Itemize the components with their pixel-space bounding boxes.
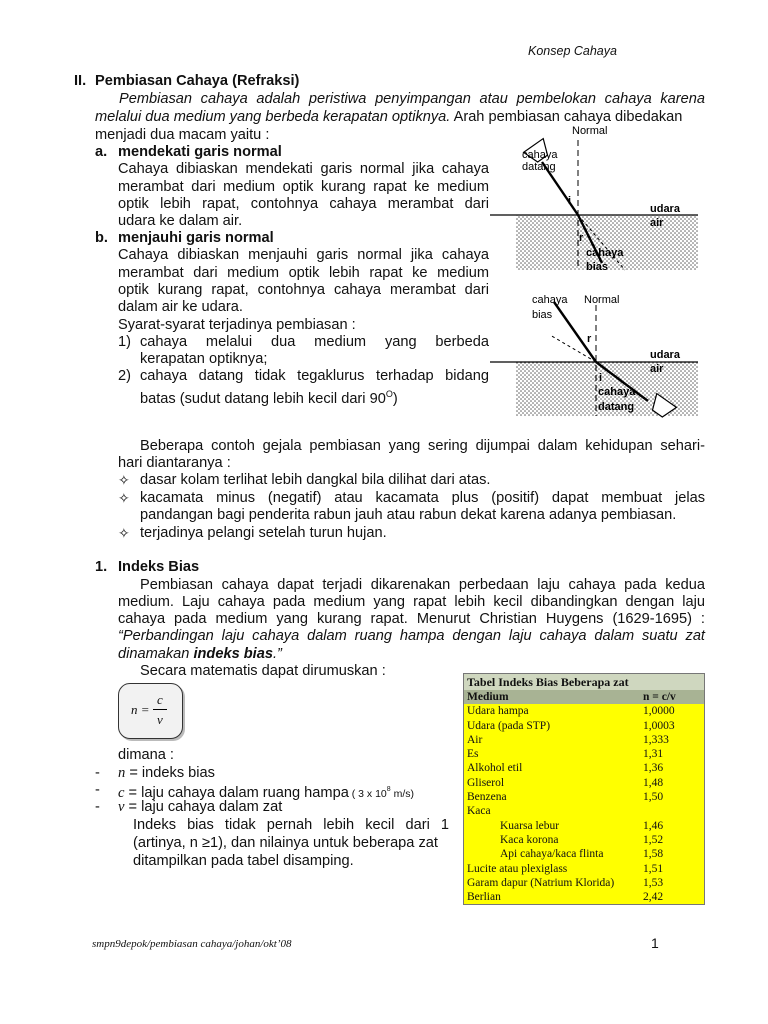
table-row <box>464 747 705 761</box>
syarat-1-line-2: kerapatan optiknya; <box>140 351 268 367</box>
item-a-line-2: merambat dari medium optik kurang rapat ke medium <box>118 179 489 195</box>
example-2-line-1: kacamata minus (negatif) atau kacamata plus (positif) dapat membuat jelas <box>140 490 705 506</box>
def-c-symbol: c <box>118 784 125 801</box>
table-header-row <box>464 690 705 704</box>
table-cell-index: 1,50 <box>640 790 705 804</box>
table-cell-index: 1,53 <box>640 876 705 890</box>
table-row <box>464 733 705 747</box>
refracted-label-2b: bias <box>532 309 553 321</box>
table-row <box>464 776 705 790</box>
intro-line-1: Pembiasan cahaya adalah peristiwa penyimpangan atau pembelokan cahaya karena <box>119 91 705 107</box>
table-cell-index: 1,333 <box>640 733 705 747</box>
quote-line-1: “Perbandingan laju cahaya dalam ruang hampa dengan laju cahaya dalam suatu zat <box>118 628 705 644</box>
air-medium-label: udara <box>650 203 680 215</box>
section-title: Pembiasan Cahaya (Refraksi) <box>95 73 300 89</box>
table-row <box>464 847 705 861</box>
normal-label: Normal <box>572 125 608 137</box>
diagram-away-from-normal <box>490 294 698 420</box>
running-header: Konsep Cahaya <box>528 44 617 58</box>
item-b-line-1: Cahaya dibiaskan menjauhi garis normal jika cahaya <box>118 247 489 263</box>
normal-label-2: Normal <box>584 294 620 306</box>
intro-line-3: menjadi dua macam yaitu : <box>95 127 270 143</box>
refraction-diagrams <box>490 120 705 420</box>
formula-box <box>118 683 183 739</box>
table-cell-index <box>640 804 705 818</box>
def-v-text: = laju cahaya dalam zat <box>124 799 283 815</box>
def-n-symbol: n <box>118 765 126 781</box>
def-n-text: = indeks bias <box>125 765 215 781</box>
dimana-label: dimana : <box>118 747 174 763</box>
syarat-2-marker: 2) <box>118 368 131 384</box>
refracted-label-2a: cahaya <box>532 294 568 306</box>
refractive-index-table <box>463 673 705 905</box>
indeks-line-3: cahaya pada medium yang kurang rapat. Menurut Christian Huygens (1629-1695) : <box>118 611 705 627</box>
angle-i-label: i <box>568 195 572 207</box>
indeks-line-1: Pembiasan cahaya dapat terjadi dikarenakan perbedaan laju cahaya pada kedua <box>140 577 705 593</box>
angle-i-label-2: i <box>599 372 603 384</box>
item-b-line-2: merambat dari medium optik lebih rapat ke medium <box>118 265 489 281</box>
syarat-2-line-2 <box>140 385 398 408</box>
item-a-line-3: optik lebih rapat, contohnya cahaya merambat dari <box>118 196 489 212</box>
item-b-line-3: optik kurang rapat, contohnya cahaya merambat dari <box>118 282 489 298</box>
table-cell-medium: Es <box>464 747 641 761</box>
table-cell-index: 2,42 <box>640 890 705 905</box>
quote-term: indeks bias <box>193 646 273 662</box>
table-row <box>464 804 705 818</box>
table-cell-index: 1,31 <box>640 747 705 761</box>
item-a-title: mendekati garis normal <box>118 144 282 160</box>
syarat-title: Syarat-syarat terjadinya pembiasan : <box>118 317 356 333</box>
quote-line-2a: dinamakan <box>118 646 194 662</box>
def-v <box>118 798 282 816</box>
syarat-1-marker: 1) <box>118 334 131 350</box>
def-dash: - <box>95 782 100 798</box>
refracted-label-2: bias <box>586 261 609 273</box>
incident-label-2b: datang <box>598 401 635 413</box>
fraction-bar <box>153 709 167 710</box>
table-cell-medium: Api cahaya/kaca flinta <box>464 847 641 861</box>
incident-label-2: datang <box>522 161 556 173</box>
table-cell-medium: Benzena <box>464 790 641 804</box>
syarat-2-line-2-end: ) <box>392 390 398 407</box>
air-medium-label-2: udara <box>650 349 680 361</box>
table-cell-index: 1,0000 <box>640 704 705 718</box>
diagram-toward-normal <box>490 125 698 273</box>
table-cell-index: 1,48 <box>640 776 705 790</box>
table-caption: Tabel Indeks Bias Beberapa zat <box>464 674 705 691</box>
bullet-icon: ✧ <box>118 472 130 488</box>
angle-r-label-2: r <box>587 333 592 345</box>
item-b-line-4: dalam air ke udara. <box>118 299 243 315</box>
math-intro: Secara matematis dapat dirumuskan : <box>140 663 386 679</box>
column-header-medium: Medium <box>464 690 641 704</box>
def-dash: - <box>95 765 100 781</box>
table-cell-medium: Kaca <box>464 804 641 818</box>
def-n <box>118 764 215 782</box>
table-cell-medium: Gliserol <box>464 776 641 790</box>
table-row <box>464 790 705 804</box>
note-line-2: (artinya, n ≥1), dan nilainya untuk beberapa zat <box>133 835 438 851</box>
table-row <box>464 833 705 847</box>
syarat-2-line-1: cahaya datang tidak tegaklurus terhadap bidang <box>140 368 489 384</box>
water-medium-label-2: air <box>650 363 664 375</box>
table-cell-index: 1,58 <box>640 847 705 861</box>
footer-text: smpn9depok/pembiasan cahaya/johan/okt’08 <box>92 938 292 950</box>
example-3: terjadinya pelangi setelah turun hujan. <box>140 525 387 541</box>
subsection-number: 1. <box>95 559 108 575</box>
table-cell-medium: Udara (pada STP) <box>464 719 641 733</box>
table-cell-medium: Lucite atau plexiglass <box>464 862 641 876</box>
page-number: 1 <box>651 935 659 951</box>
table-row <box>464 761 705 775</box>
def-dash: - <box>95 799 100 815</box>
bullet-icon: ✧ <box>118 490 130 506</box>
table-row <box>464 890 705 905</box>
examples-intro-2: hari diantaranya : <box>118 455 231 471</box>
table-cell-index: 1,0003 <box>640 719 705 733</box>
indeks-line-2: medium. Laju cahaya pada medium yang rapat lebih kecil dibandingkan dengan laju <box>118 594 705 610</box>
table-cell-index: 1,46 <box>640 819 705 833</box>
intro-line-2-rest: Arah pembiasan cahaya dibedakan <box>453 109 683 125</box>
table-cell-medium: Kaca korona <box>464 833 641 847</box>
def-c-exponent: 8 <box>386 786 391 793</box>
angle-r-label: r <box>579 232 584 244</box>
note-line-3: ditampilkan pada tabel disamping. <box>133 853 354 869</box>
incident-label-1: cahaya <box>522 149 558 161</box>
item-a-line-4: udara ke dalam air. <box>118 213 243 229</box>
bullet-icon: ✧ <box>118 525 130 541</box>
section-number: II. <box>74 73 87 89</box>
item-a-line-1: Cahaya dibiaskan mendekati garis normal jika cahaya <box>118 161 489 177</box>
table-cell-index: 1,52 <box>640 833 705 847</box>
example-1: dasar kolam terlihat lebih dangkal bila dilihat dari atas. <box>140 472 491 488</box>
syarat-1-line-1: cahaya melalui dua medium yang berbeda <box>140 334 489 350</box>
table-cell-index: 1,51 <box>640 862 705 876</box>
intro-line-2-italic: melalui dua medium yang berbeda kerapatan optiknya. <box>95 109 451 125</box>
table-row <box>464 719 705 733</box>
subsection-title: Indeks Bias <box>118 559 200 575</box>
formula-numerator: c <box>157 692 163 707</box>
table-cell-medium: Garam dapur (Natrium Klorida) <box>464 876 641 890</box>
table-row <box>464 862 705 876</box>
item-b-title: menjauhi garis normal <box>118 230 274 246</box>
table-cell-medium: Air <box>464 733 641 747</box>
refracted-label-1: cahaya <box>586 247 624 259</box>
incident-label-2a: cahaya <box>598 386 636 398</box>
column-header-n: n = c/v <box>640 690 705 704</box>
table-row <box>464 819 705 833</box>
table-cell-medium: Kuarsa lebur <box>464 819 641 833</box>
def-c-text: = laju cahaya dalam ruang hampa <box>124 784 349 801</box>
def-v-symbol: v <box>118 799 125 815</box>
item-b-marker: b. <box>95 230 108 246</box>
table-caption-row <box>464 674 705 691</box>
table-cell-medium: Berlian <box>464 890 641 905</box>
table-row <box>464 704 705 718</box>
table-cell-medium: Udara hampa <box>464 704 641 718</box>
table-row <box>464 876 705 890</box>
refracted-ray-2 <box>554 302 596 362</box>
degree-superscript: O <box>385 389 393 399</box>
table-cell-medium: Alkohol etil <box>464 761 641 775</box>
quote-line-2 <box>118 645 282 663</box>
example-2-line-2: pandangan bagi penderita rabun jauh atau rabun dekat karena adanya pembiasan. <box>140 507 677 523</box>
syarat-2-line-2-text: batas (sudut datang lebih kecil dari 90 <box>140 390 386 407</box>
formula-lhs: n = <box>131 702 150 717</box>
formula-denominator: v <box>157 712 163 727</box>
quote-line-2c: .” <box>272 646 282 662</box>
note-line-1: Indeks bias tidak pernah lebih kecil dari 1 <box>133 817 449 833</box>
item-a-marker: a. <box>95 144 108 160</box>
examples-intro-1: Beberapa contoh gejala pembiasan yang sering dijumpai dalam kehidupan sehari- <box>140 438 705 454</box>
def-c-unit: m/s) <box>390 787 414 800</box>
def-c-value: ( 3 x 10 <box>348 787 387 800</box>
water-medium-label: air <box>650 217 664 229</box>
table-cell-index: 1,36 <box>640 761 705 775</box>
